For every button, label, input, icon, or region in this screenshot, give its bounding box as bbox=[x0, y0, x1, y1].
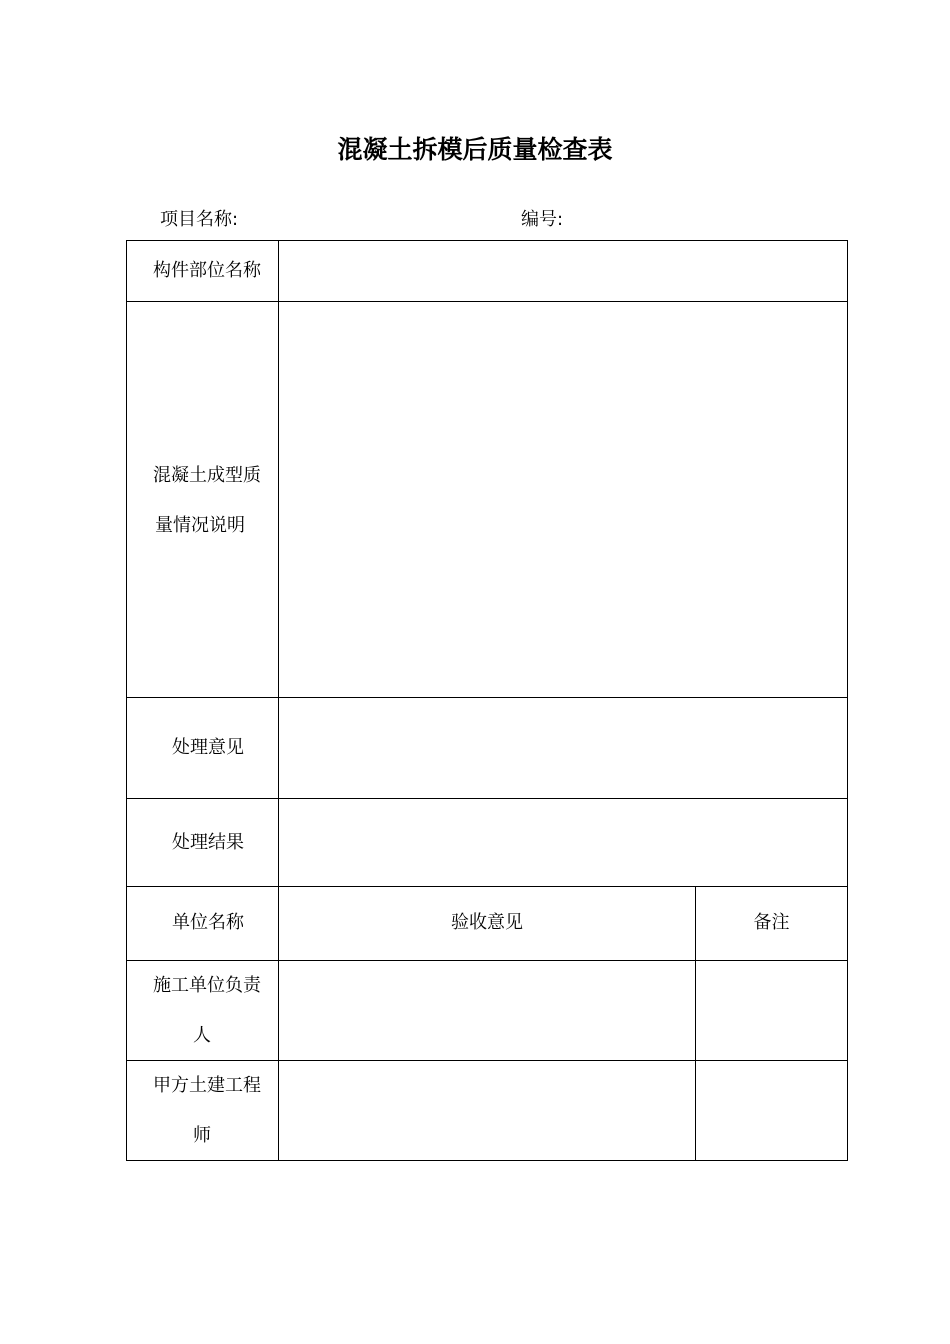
project-name-label: 项目名称: bbox=[160, 209, 239, 230]
owner-engineer-label-line1: 甲方土建工程 bbox=[153, 1075, 261, 1096]
acceptance-opinion-header: 验收意见 bbox=[451, 912, 523, 933]
handling-result-field[interactable] bbox=[279, 799, 847, 886]
number-label: 编号: bbox=[521, 209, 564, 230]
quality-description-label-line1: 混凝土成型质 bbox=[153, 465, 261, 486]
construction-unit-label-line2: 人 bbox=[193, 1025, 211, 1046]
unit-name-header: 单位名称 bbox=[172, 912, 244, 933]
page-title: 混凝土拆模后质量检查表 bbox=[337, 135, 613, 164]
table-border-bottom bbox=[126, 1160, 848, 1161]
owner-engineer-opinion-field[interactable] bbox=[279, 1061, 695, 1160]
construction-unit-remarks-field[interactable] bbox=[696, 961, 847, 1060]
remarks-header: 备注 bbox=[753, 912, 790, 933]
table-divider bbox=[126, 886, 848, 887]
component-name-field[interactable] bbox=[279, 241, 847, 301]
table-border-left bbox=[126, 240, 127, 1161]
quality-description-field[interactable] bbox=[279, 302, 847, 697]
handling-opinion-label: 处理意见 bbox=[172, 737, 244, 758]
table-border-right bbox=[847, 240, 848, 1161]
owner-engineer-label-line2: 师 bbox=[193, 1125, 211, 1146]
handling-opinion-field[interactable] bbox=[279, 698, 847, 798]
construction-unit-label-line1: 施工单位负责 bbox=[153, 975, 261, 996]
construction-unit-opinion-field[interactable] bbox=[279, 961, 695, 1060]
handling-result-label: 处理结果 bbox=[172, 832, 244, 853]
owner-engineer-remarks-field[interactable] bbox=[696, 1061, 847, 1160]
component-name-label: 构件部位名称 bbox=[153, 260, 261, 281]
quality-description-label-line2: 量情况说明 bbox=[155, 515, 245, 536]
